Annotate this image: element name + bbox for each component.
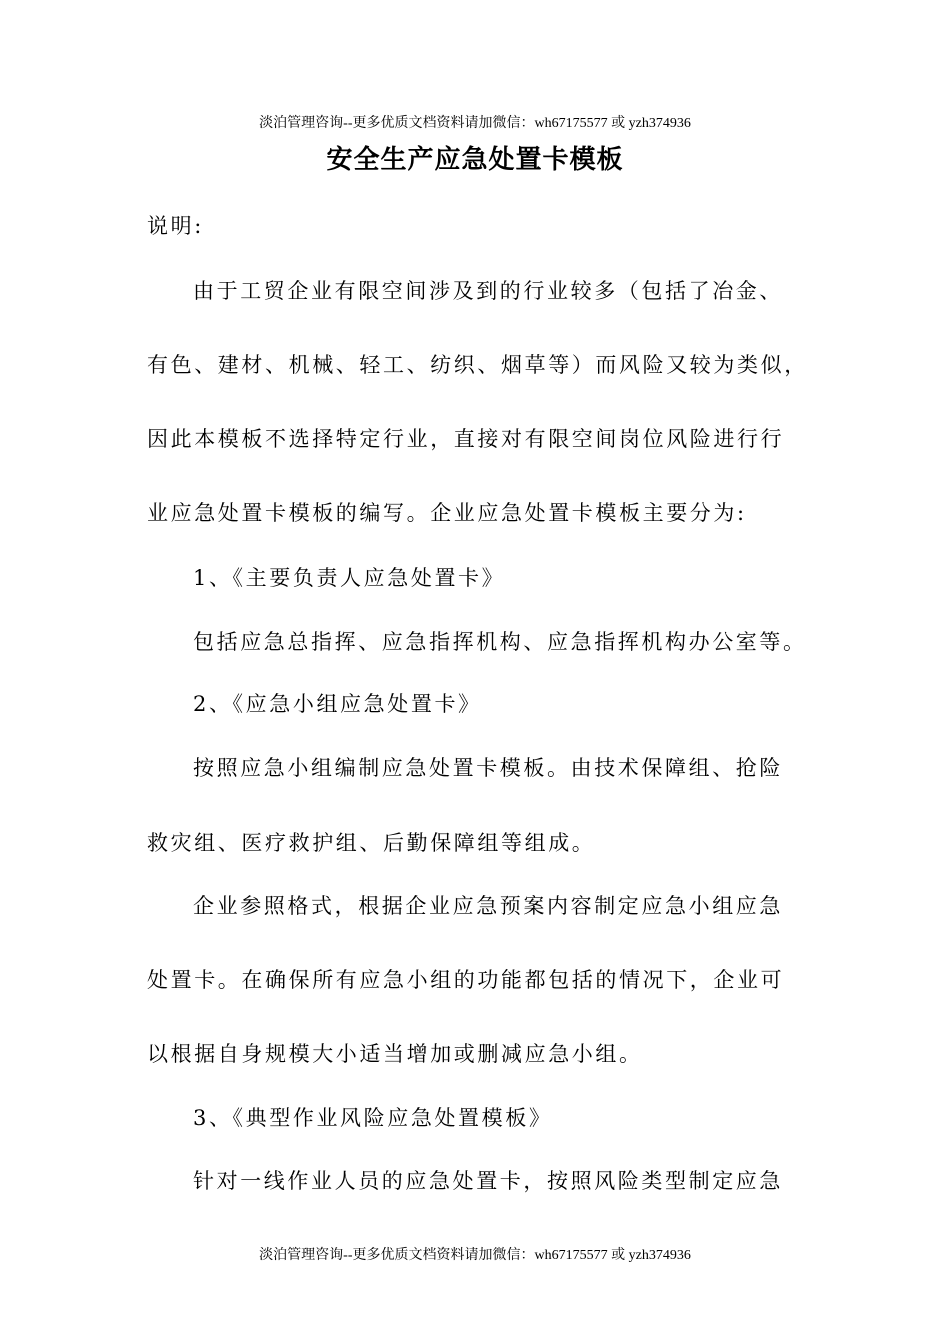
body-line-intro-label: 说明: [147,214,204,238]
list-heading-3: 3、《典型作业风险应急处置模板》 [193,1106,553,1130]
body-line-11: 处置卡。在确保所有应急小组的功能都包括的情况下，企业可 [147,968,785,992]
body-line-2: 有色、建材、机械、轻工、纺织、烟草等）而风险又较为类似， [147,353,808,377]
body-line-9: 救灾组、医疗救护组、后勤保障组等组成。 [147,831,596,855]
document-title: 安全生产应急处置卡模板 [326,145,624,175]
list-heading-1: 1、《主要负责人应急处置卡》 [193,566,506,590]
page-footer: 淡泊管理咨询--更多优质文档资料请加微信：wh67175577 或 yzh374936 [259,1248,691,1263]
body-line-6: 包括应急总指挥、应急指挥机构、应急指挥机构办公室等。 [193,630,807,654]
page-header: 淡泊管理咨询--更多优质文档资料请加微信：wh67175577 或 yzh374936 [259,116,691,131]
body-line-10: 企业参照格式，根据企业应急预案内容制定应急小组应急 [193,894,783,918]
body-line-4: 业应急处置卡模板的编写。企业应急处置卡模板主要分为: [147,501,747,525]
body-line-12: 以根据自身规模大小适当增加或删减应急小组。 [147,1042,643,1066]
body-line-3: 因此本模板不选择特定行业，直接对有限空间岗位风险进行行 [147,427,785,451]
body-line-1: 由于工贸企业有限空间涉及到的行业较多（包括了冶金、 [193,279,783,303]
list-heading-2: 2、《应急小组应急处置卡》 [193,692,482,716]
body-line-14: 针对一线作业人员的应急处置卡，按照风险类型制定应急 [193,1169,783,1193]
body-line-8: 按照应急小组编制应急处置卡模板。由技术保障组、抢险 [193,756,783,780]
